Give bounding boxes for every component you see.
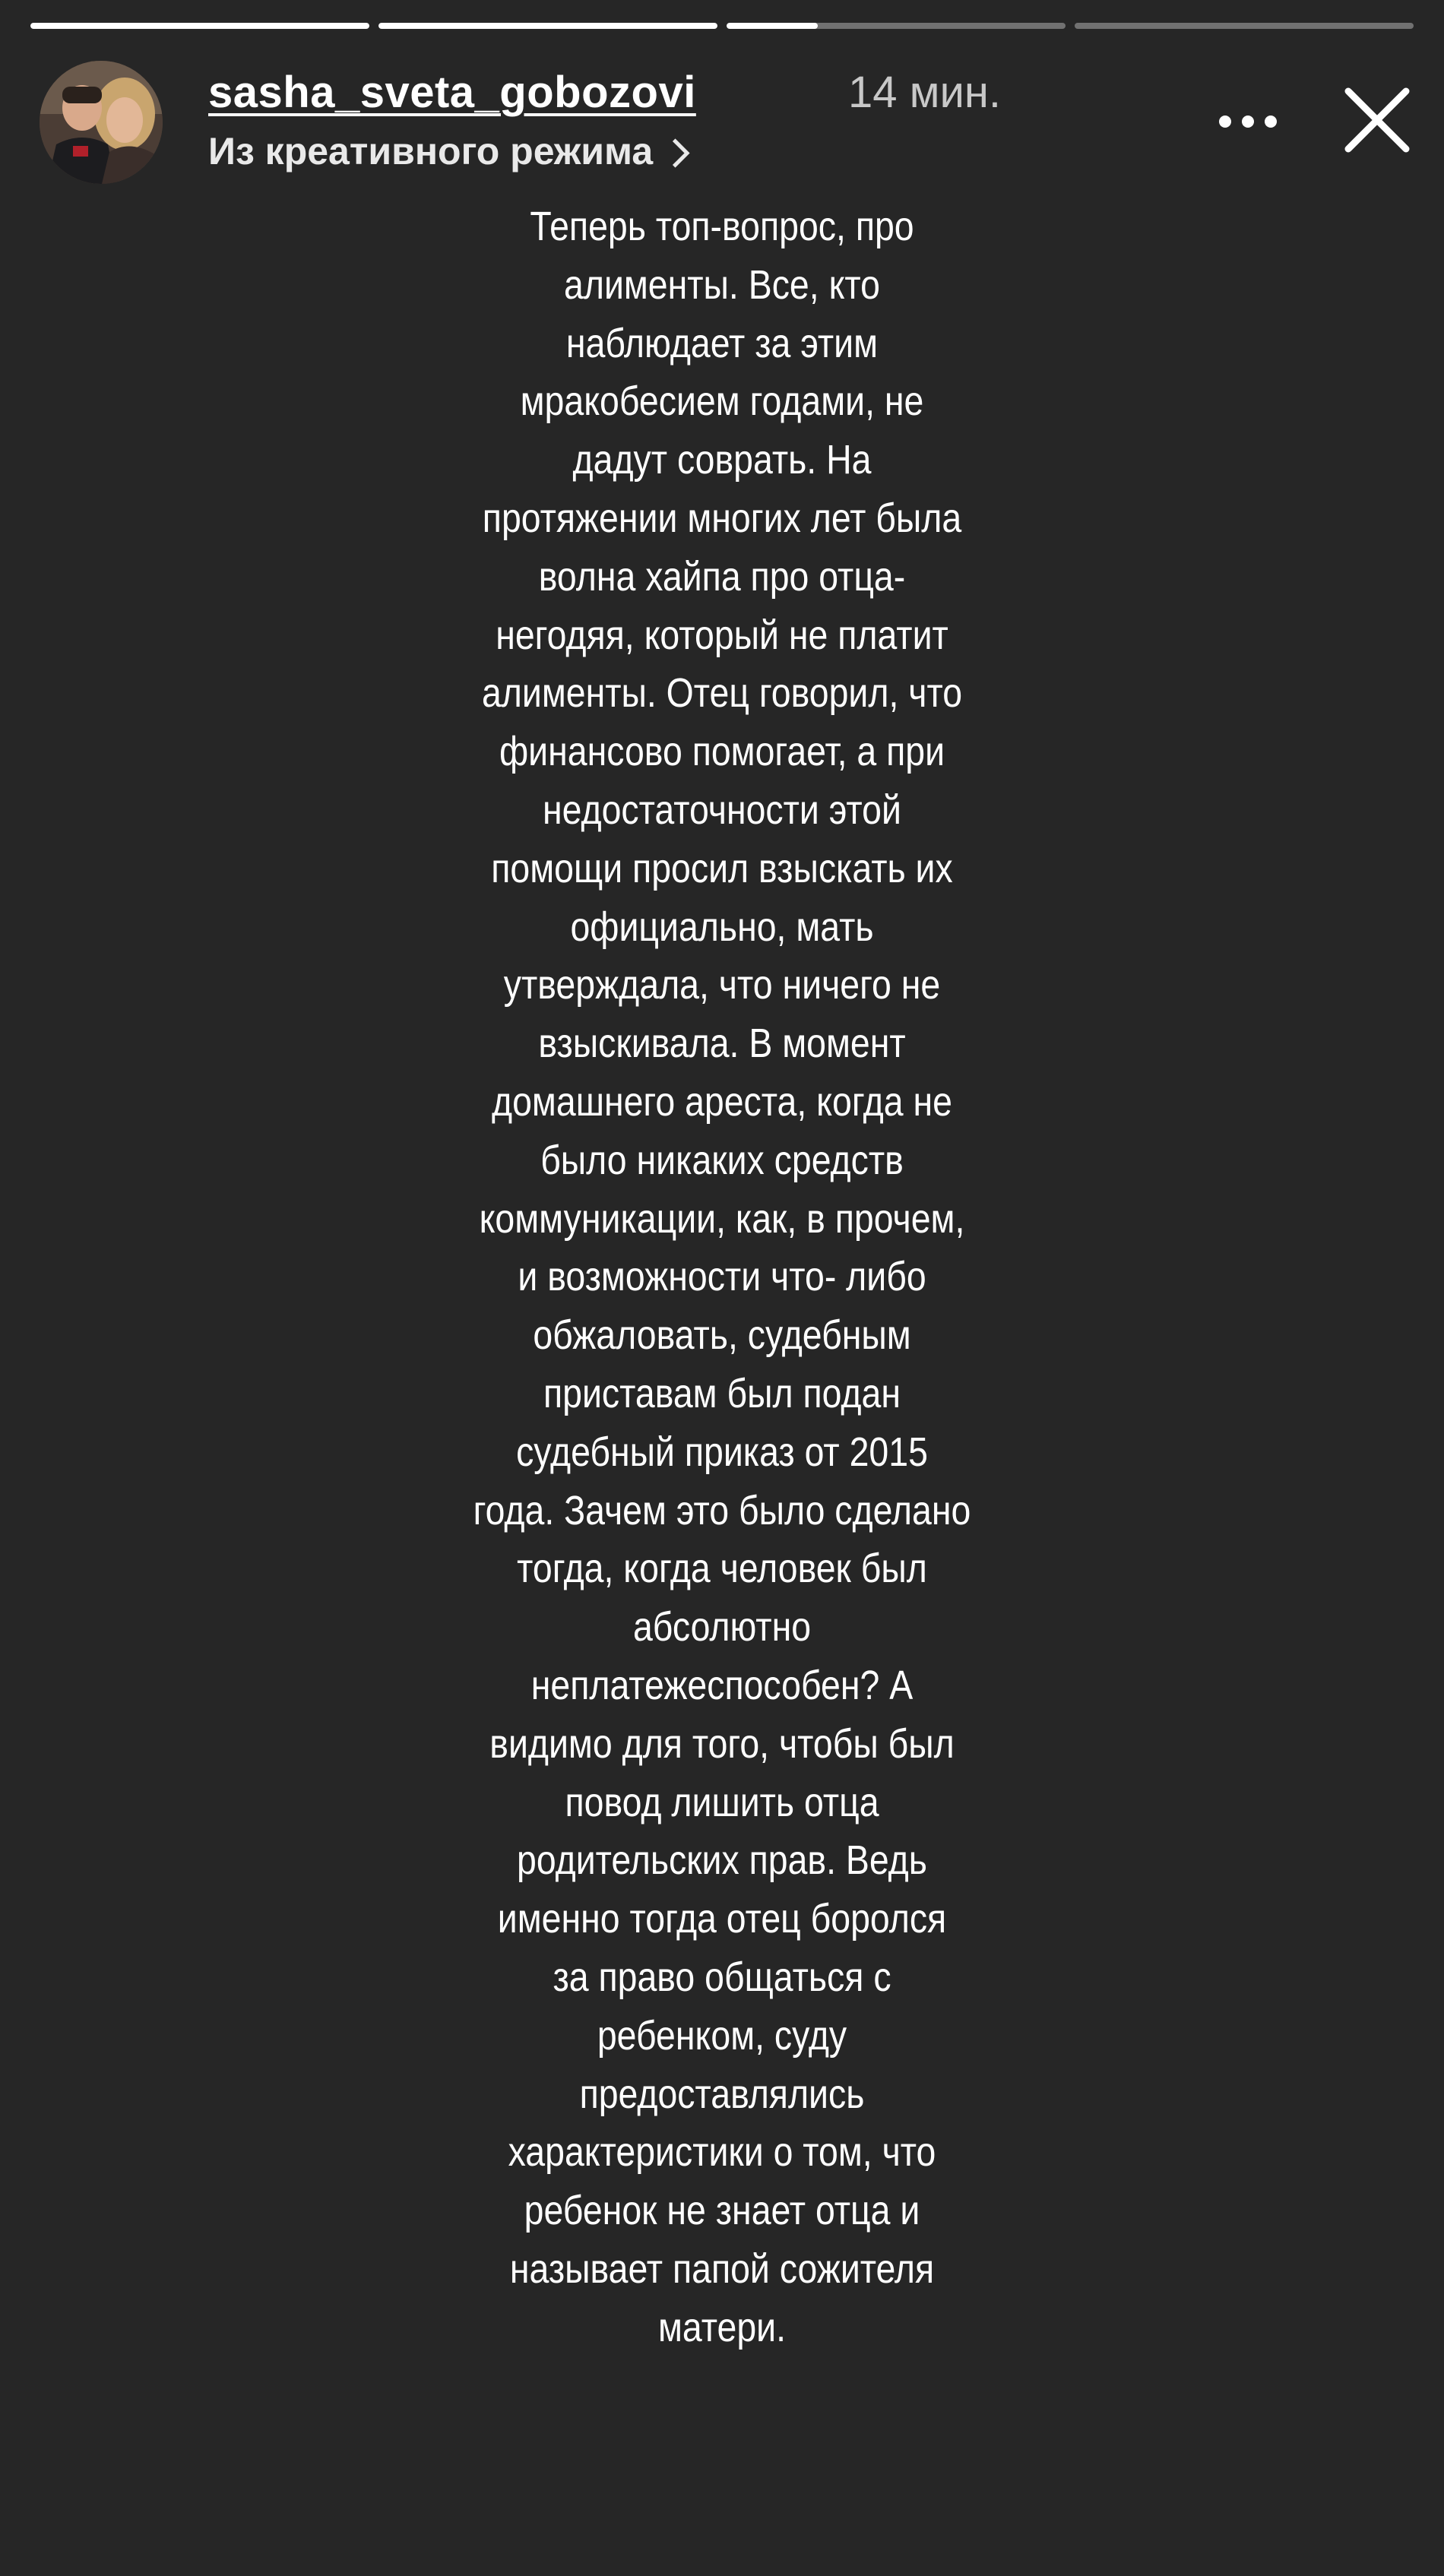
story-text-line: протяжении многих лет была	[482, 495, 962, 541]
story-text-line: Теперь топ-вопрос, про	[530, 204, 914, 249]
story-progress-bar	[30, 23, 1414, 29]
close-icon	[1332, 74, 1423, 166]
story-text-line: коммуникации, как, в прочем,	[479, 1195, 965, 1242]
story-text-line: предоставлялись	[579, 2071, 865, 2117]
story-text-line: родительских прав. Ведь	[517, 1837, 927, 1884]
story-text-line: помощи просил взыскать их	[491, 845, 953, 891]
story-text-line: за право общаться с	[553, 1954, 891, 2000]
avatar-image	[40, 61, 163, 184]
story-text-line: тогда, когда человек был	[517, 1546, 927, 1592]
progress-fill	[30, 23, 369, 29]
username-link[interactable]: sasha_sveta_gobozovi	[208, 68, 696, 117]
story-text-line: и возможности что- либо	[518, 1254, 926, 1300]
story-text-line: видимо для того, чтобы был	[489, 1720, 955, 1767]
story-header	[40, 61, 1414, 182]
story-text-line: называет папой сожителя	[509, 2245, 935, 2292]
progress-segment-3	[727, 23, 1066, 29]
story-text-line: домашнего ареста, когда не	[492, 1078, 952, 1125]
story-text-line: ребенок не знает отца и	[524, 2188, 920, 2234]
progress-segment-1	[30, 23, 369, 29]
story-text-line: обжаловать, судебным	[533, 1312, 911, 1359]
story-text-line: неплатежеспособен? А	[530, 1662, 914, 1708]
creative-mode-link[interactable]	[208, 129, 686, 173]
story-text-line: официально, мать	[570, 903, 874, 950]
story-text-line: алименты. Все, кто	[564, 261, 880, 308]
story-text-line: финансово помогает, а при	[499, 729, 945, 775]
subtitle-label: Из креативного режима	[208, 130, 654, 172]
post-time: 14 мин.	[848, 68, 1002, 117]
story-text-line: приставам был подан	[543, 1370, 901, 1416]
story-text-line: недостаточности этой	[543, 786, 901, 833]
story-text-line: повод лишить отца	[565, 1779, 879, 1825]
avatar[interactable]	[40, 61, 163, 184]
story-text-line: дадут соврать. На	[572, 437, 872, 483]
story-text-line: алименты. Отец говорил, что	[481, 670, 963, 717]
story-text-line: взыскивала. В момент	[538, 1021, 906, 1067]
story-text-line: именно тогда отец боролся	[497, 1896, 947, 1942]
story-text-line: судебный приказ от 2015	[516, 1429, 928, 1475]
story-text-line: мракобесием годами, не	[520, 378, 924, 425]
story-text-line: утверждала, что ничего не	[503, 962, 941, 1008]
story-text-line: характеристики о том, что	[508, 2129, 936, 2176]
more-horizontal-icon	[1242, 116, 1254, 128]
story-text-line: матери.	[658, 2304, 786, 2350]
story-text-line: наблюдает за этим	[565, 320, 879, 366]
close-button[interactable]	[1332, 74, 1423, 166]
story-text-line: было никаких средств	[540, 1137, 904, 1183]
progress-segment-2	[378, 23, 717, 29]
more-horizontal-icon	[1265, 116, 1277, 128]
more-options-button[interactable]	[1202, 91, 1294, 152]
progress-segment-4	[1075, 23, 1414, 29]
story-text-line: ребенком, суду	[597, 2012, 847, 2059]
progress-fill	[727, 23, 818, 29]
story-text-line: волна хайпа про отца-	[538, 553, 906, 600]
more-horizontal-icon	[1219, 116, 1231, 128]
chevron-right-icon	[661, 138, 690, 167]
story-text-line: негодяя, который не платит	[496, 612, 948, 658]
story-text-block	[441, 198, 1003, 2356]
progress-fill	[378, 23, 717, 29]
story-text-line: года. Зачем это было сделано	[473, 1487, 971, 1533]
story-text-line: абсолютно	[632, 1604, 812, 1650]
